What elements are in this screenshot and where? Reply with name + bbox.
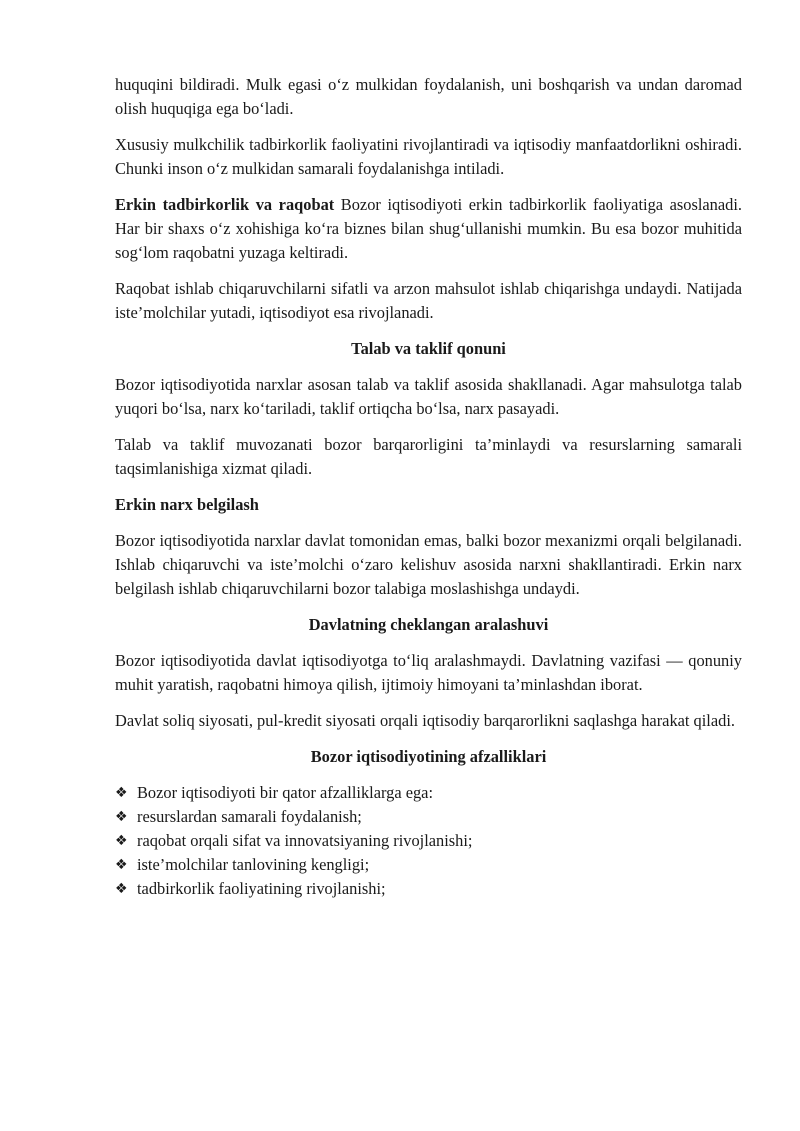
paragraph-free-enterprise-text: Bozor iqtisodiyoti erkin tadbirkorlik faoliyatiga asoslanadi. Har bir shaxs o‘z xohishiga ko‘ra biznes bilan shug‘ullanishi mumkin. Bu esa bozor muhitida sog‘lom raqobatni yuzaga keltiradi. (115, 195, 742, 262)
paragraph-supply-demand: Bozor iqtisodiyotida narxlar asosan talab va taklif asosida shakllanadi. Agar mahsulotga talab yuqori bo‘lsa, narx ko‘tariladi, taklif ortiqcha bo‘lsa, narx pasayadi. (115, 375, 742, 418)
paragraph-free-enterprise (115, 193, 742, 265)
inline-heading-free-enterprise: Erkin tadbirkorlik va raqobat (115, 195, 335, 214)
paragraph-ownership-rights: huquqini bildiradi. Mulk egasi o‘z mulkidan foydalanish, uni boshqarish va undan daromad olish huquqiga ega bo‘ladi. (115, 75, 742, 118)
diamond-bullet-icon: ❖ (115, 833, 128, 849)
list-item: ❖ resurslardan samarali foydalanish; (115, 805, 742, 829)
list-item: ❖ tadbirkorlik faoliyatining rivojlanishi; (115, 877, 742, 901)
list-item: ❖ iste’molchilar tanlovining kengligi; (115, 853, 742, 877)
paragraph-competition: Raqobat ishlab chiqaruvchilarni sifatli va arzon mahsulot ishlab chiqarishga undaydi. Natijada iste’molchilar yutadi, iqtisodiyot esa rivojlanadi. (115, 279, 742, 322)
heading-supply-demand: Talab va taklif qonuni (351, 339, 506, 358)
diamond-bullet-icon: ❖ (115, 881, 128, 897)
diamond-bullet-icon: ❖ (115, 809, 128, 825)
paragraph-private-property: Xususiy mulkchilik tadbirkorlik faoliyatini rivojlantiradi va iqtisodiy manfaatdorlikni oshiradi. Chunki inson o‘z mulkidan samarali foydalanishga intiladi. (115, 135, 742, 178)
diamond-bullet-icon: ❖ (115, 785, 128, 801)
paragraph-state-policy: Davlat soliq siyosati, pul-kredit siyosati orqali iqtisodiy barqarorlikni saqlashga harakat qiladi. (115, 711, 735, 730)
heading-free-pricing: Erkin narx belgilash (115, 495, 259, 514)
heading-state-intervention: Davlatning cheklangan aralashuvi (308, 615, 549, 634)
diamond-bullet-icon: ❖ (115, 857, 128, 873)
list-item: ❖ raqobat orqali sifat va innovatsiyaning rivojlanishi; (115, 829, 742, 853)
list-item: ❖ Bozor iqtisodiyoti bir qator afzalliklarga ega: (115, 781, 742, 805)
paragraph-state-role: Bozor iqtisodiyotida davlat iqtisodiyotga to‘liq aralashmaydi. Davlatning vazifasi — qonuniy muhit yaratish, raqobatni himoya qilish, ijtimoiy himoyani ta’minlashdan iborat. (115, 651, 742, 694)
heading-advantages: Bozor iqtisodiyotining afzalliklari (310, 747, 547, 766)
advantages-list (115, 781, 742, 901)
paragraph-equilibrium: Talab va taklif muvozanati bozor barqarorligini ta’minlaydi va resurslarning samarali taqsimlanishiga xizmat qiladi. (115, 435, 742, 478)
paragraph-free-pricing: Bozor iqtisodiyotida narxlar davlat tomonidan emas, balki bozor mexanizmi orqali belgilanadi. Ishlab chiqaruvchi va iste’molchi o‘zaro kelishuv asosida narxni shakllantiradi. Erkin narx belgilash ishlab chiqaruvchilarni bozor talabiga moslashishga undaydi. (115, 531, 742, 598)
document-page (115, 73, 742, 901)
